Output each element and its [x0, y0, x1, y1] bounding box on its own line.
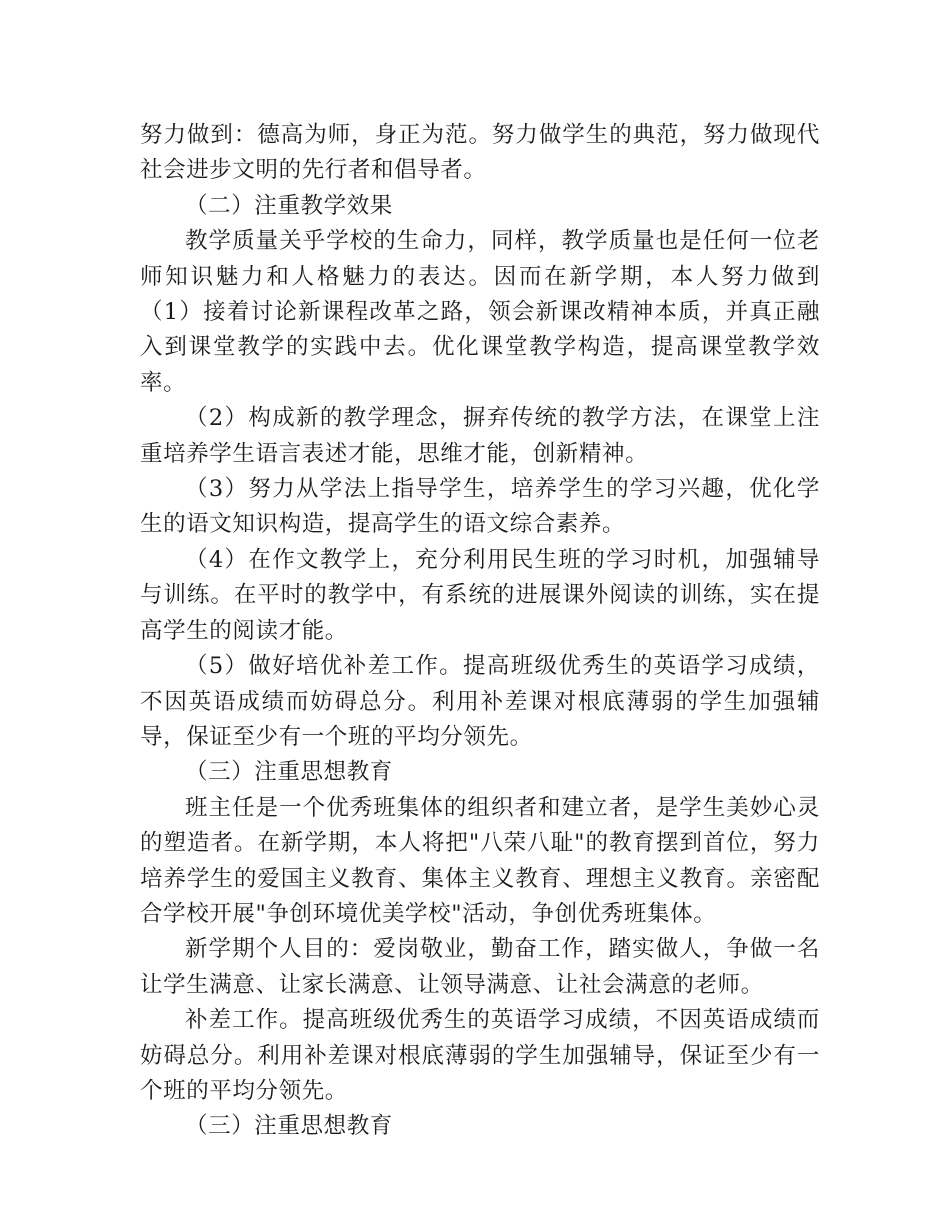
paragraph-item-5: （5）做好培优补差工作。提高班级优秀生的英语学习成绩，不因英语成绩而妨碍总分。利用补差课对根底薄弱的学生加强辅导，保证至少有一个班的平均分领先。	[140, 653, 820, 750]
section-heading-ideological-education-repeat: （三）注重思想教育	[185, 1113, 393, 1140]
section-heading-teaching-effect: （二）注重教学效果	[185, 192, 393, 219]
paragraph-intro-continuation: 努力做到：德高为师，身正为范。努力做学生的典范，努力做现代社会进步文明的先行者和倡导者。	[140, 122, 820, 184]
paragraph-teaching-quality: 教学质量关乎学校的生命力，同样，教学质量也是任何一位老师知识魅力和人格魅力的表达。因而在新学期，本人努力做到 （1）接着讨论新课程改革之路，领会新课改精神本质，并真正融入到课堂教学的实践中去。优化课堂教学构造，提高课堂教学效率。	[140, 228, 867, 396]
paragraph-item-2: （2）构成新的教学理念，摒弃传统的教学方法，在课堂上注重培养学生语言表述才能，思维才能，创新精神。	[140, 405, 820, 467]
paragraph-item-4: （4）在作文教学上，充分利用民生班的学习时机，加强辅导与训练。在平时的教学中，有系统的进展课外阅读的训练，实在提高学生的阅读才能。	[140, 546, 820, 644]
section-heading-ideological-education: （三）注重思想教育	[185, 759, 393, 786]
paragraph-remedial-work: 补差工作。提高班级优秀生的英语学习成绩，不因英语成绩而妨碍总分。利用补差课对根底薄弱的学生加强辅导，保证至少有一个班的平均分领先。	[140, 1007, 820, 1104]
document-body	[140, 118, 867, 1145]
paragraph-item-3: （3）努力从学法上指导学生，培养学生的学习兴趣，优化学生的语文知识构造，提高学生的语文综合素养。	[140, 476, 820, 538]
paragraph-class-teacher: 班主任是一个优秀班集体的组织者和建立者，是学生美妙心灵的塑造者。在新学期，本人将把"八荣八耻"的教育摆到首位，努力培养学生的爱国主义教育、集体主义教育、理想主义教育。亲密配合学校开展"争创环境优美学校"活动，争创优秀班集体。	[140, 794, 820, 927]
paragraph-personal-goal: 新学期个人目的：爱岗敬业，勤奋工作，踏实做人，争做一名让学生满意、让家长满意、让领导满意、让社会满意的老师。	[140, 936, 820, 998]
